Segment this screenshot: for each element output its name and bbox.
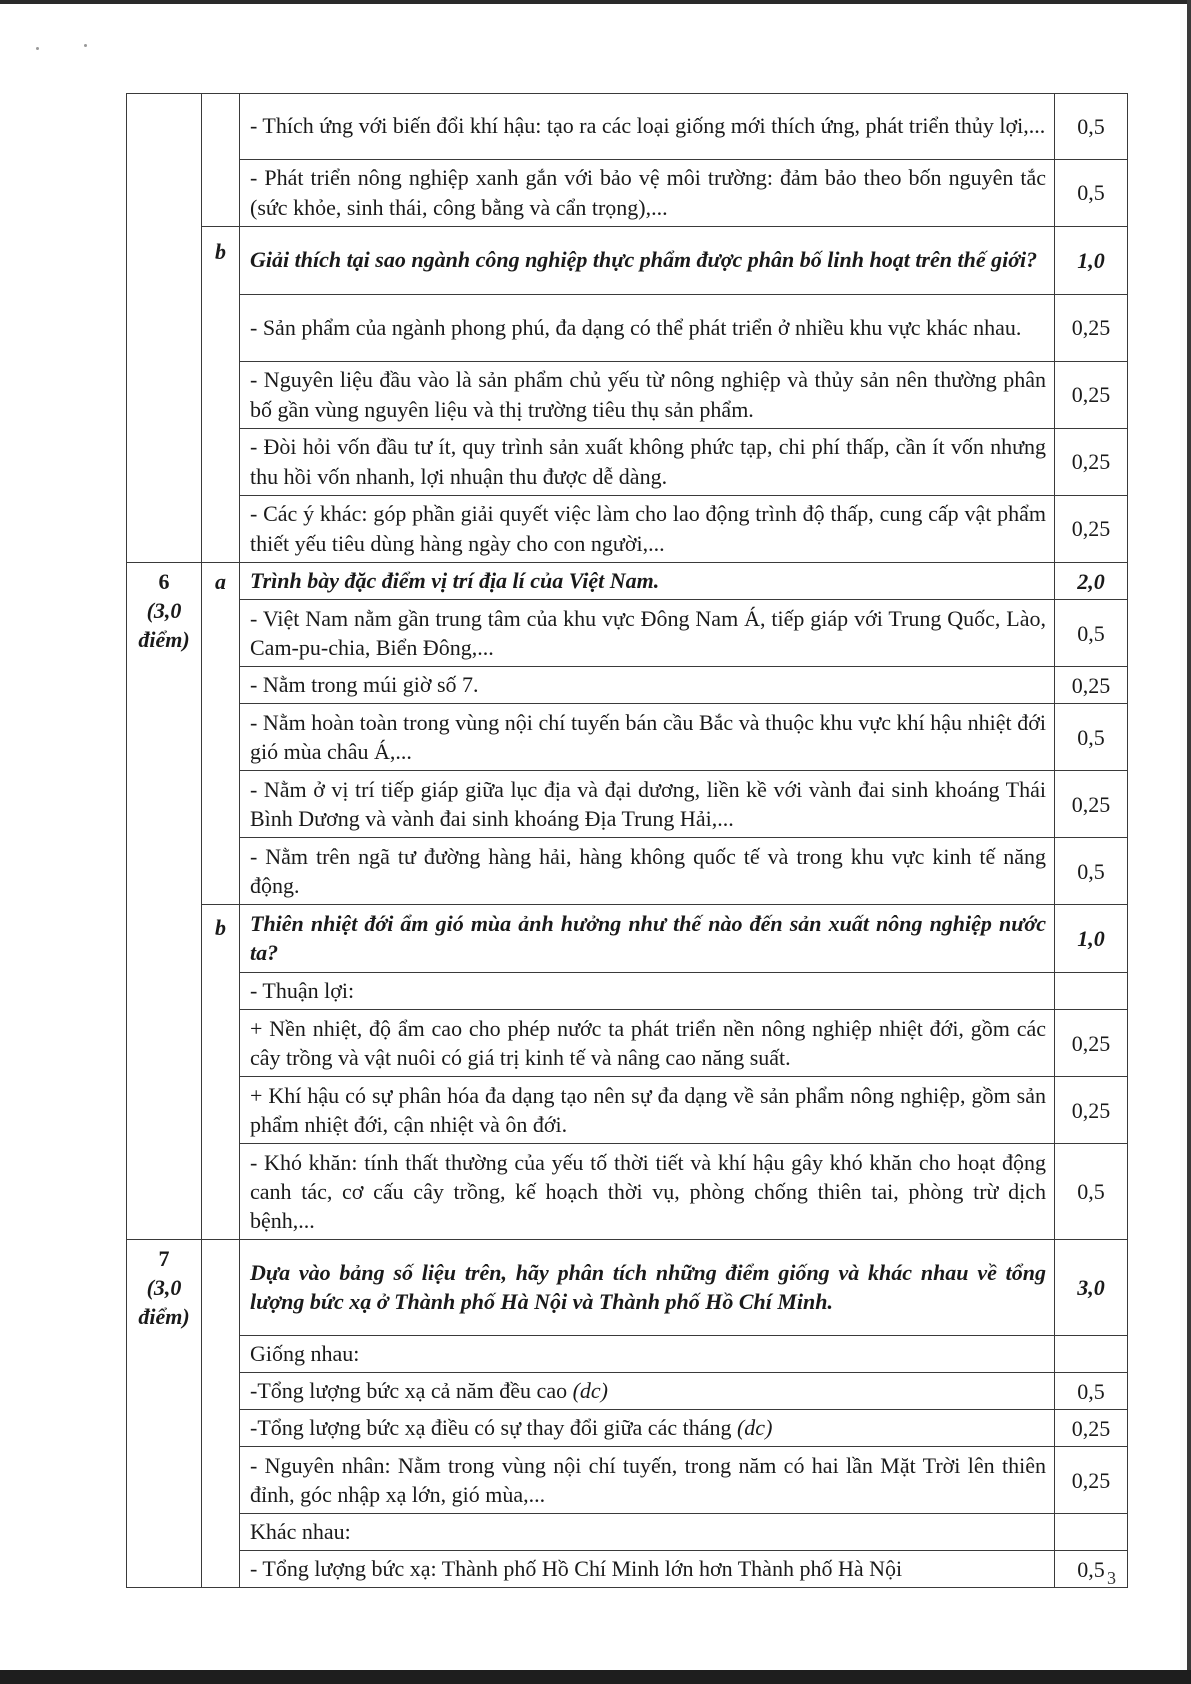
points-cell — [1055, 1336, 1128, 1373]
scan-bottom-edge — [0, 1670, 1191, 1684]
question-score-unit: điểm) — [138, 1304, 190, 1330]
points-cell: 0,5 — [1055, 1551, 1128, 1588]
subquestion-prompt: Trình bày đặc điểm vị trí địa lí của Việt Nam. — [240, 563, 1055, 600]
table-row — [127, 1447, 1128, 1514]
subquestion-label: b — [202, 905, 240, 1240]
points-cell: 1,0 — [1055, 227, 1128, 295]
table-row — [127, 838, 1128, 905]
answer-text: - Nằm ở vị trí tiếp giáp giữa lục địa và đại dương, liền kề với vành đai sinh khoáng Thái Bình Dương và vành đai sinh khoáng Địa Trung Hải,... — [240, 771, 1055, 838]
table-row — [127, 1336, 1128, 1373]
answer-text: Khác nhau: — [240, 1514, 1055, 1551]
table-row — [127, 905, 1128, 973]
answer-text: - Nguyên liệu đầu vào là sản phẩm chủ yếu từ nông nghiệp và thủy sản nên thường phân bố gần vùng nguyên liệu và thị trường tiêu thụ sản phẩm. — [240, 362, 1055, 429]
points-cell: 0,25 — [1055, 295, 1128, 362]
answer-text — [240, 1410, 1055, 1447]
answer-text: - Nằm trên ngã tư đường hàng hải, hàng không quốc tế và trong khu vực kinh tế năng động. — [240, 838, 1055, 905]
answer-text: - Sản phẩm của ngành phong phú, đa dạng có thể phát triển ở nhiều khu vực khác nhau. — [240, 295, 1055, 362]
table-row — [127, 973, 1128, 1010]
points-cell: 0,25 — [1055, 1447, 1128, 1514]
table-row — [127, 667, 1128, 704]
question-cell — [127, 94, 202, 563]
table-row — [127, 160, 1128, 227]
points-cell: 0,25 — [1055, 429, 1128, 496]
answer-text: - Việt Nam nằm gần trung tâm của khu vực Đông Nam Á, tiếp giáp với Trung Quốc, Lào, Cam-pu-chia, Biển Đông,... — [240, 600, 1055, 667]
answer-text-main: -Tổng lượng bức xạ điều có sự thay đổi giữa các tháng — [250, 1415, 737, 1441]
table-row — [127, 1240, 1128, 1336]
subquestion-label: b — [202, 227, 240, 563]
points-cell: 0,5 — [1055, 600, 1128, 667]
points-cell — [1055, 973, 1128, 1010]
points-cell: 0,25 — [1055, 667, 1128, 704]
answer-text: - Các ý khác: góp phần giải quyết việc làm cho lao động trình độ thấp, cung cấp vật phẩm thiết yếu tiêu dùng hàng ngày cho con người,... — [240, 496, 1055, 563]
points-cell: 0,25 — [1055, 771, 1128, 838]
points-cell: 1,0 — [1055, 905, 1128, 973]
subquestion-label: a — [202, 563, 240, 905]
points-cell: 3,0 — [1055, 1240, 1128, 1336]
answer-text — [240, 1373, 1055, 1410]
answer-text: - Tổng lượng bức xạ: Thành phố Hồ Chí Minh lớn hơn Thành phố Hà Nội — [240, 1551, 1055, 1588]
points-cell: 0,25 — [1055, 362, 1128, 429]
answer-text: - Nguyên nhân: Nằm trong vùng nội chí tuyến, trong năm có hai lần Mặt Trời lên thiên đỉnh, góc nhập xạ lớn, gió mùa,... — [240, 1447, 1055, 1514]
answer-text: - Thích ứng với biến đổi khí hậu: tạo ra các loại giống mới thích ứng, phát triển thủy lợi,... — [240, 94, 1055, 160]
question-prompt: Dựa vào bảng số liệu trên, hãy phân tích những điểm giống và khác nhau về tổng lượng bức xạ ở Thành phố Hà Nội và Thành phố Hồ Chí Minh. — [240, 1240, 1055, 1336]
answer-text: - Thuận lợi: — [240, 973, 1055, 1010]
table-row — [127, 362, 1128, 429]
points-cell: 0,5 — [1055, 704, 1128, 771]
question-score: (3,0 — [146, 598, 182, 624]
table-row — [127, 563, 1128, 600]
answer-text: - Nằm hoàn toàn trong vùng nội chí tuyến bán cầu Bắc và thuộc khu vực khí hậu nhiệt đới gió mùa châu Á,... — [240, 704, 1055, 771]
table-row — [127, 94, 1128, 160]
answer-text: + Khí hậu có sự phân hóa đa dạng tạo nên sự đa dạng về sản phẩm nông nghiệp, gồm sản phẩm nhiệt đới, cận nhiệt và ôn đới. — [240, 1077, 1055, 1144]
question-number-cell — [127, 563, 202, 1240]
table-row — [127, 771, 1128, 838]
answer-text: - Phát triển nông nghiệp xanh gắn với bảo vệ môi trường: đảm bảo theo bốn nguyên tắc (sức khỏe, sinh thái, công bằng và cẩn trọng),... — [240, 160, 1055, 227]
answer-text: - Đòi hỏi vốn đầu tư ít, quy trình sản xuất không phức tạp, chi phí thấp, cần ít vốn nhưng thu hồi vốn nhanh, lợi nhuận thu được dễ dàng. — [240, 429, 1055, 496]
question-number: 6 — [158, 569, 170, 594]
scan-speck — [36, 47, 39, 50]
answer-note: (dc) — [736, 1415, 773, 1441]
table-row — [127, 704, 1128, 771]
subquestion-prompt: Giải thích tại sao ngành công nghiệp thực phẩm được phân bố linh hoạt trên thế giới? — [240, 227, 1055, 295]
points-cell: 0,25 — [1055, 1410, 1128, 1447]
points-cell: 0,25 — [1055, 496, 1128, 563]
answer-text: + Nền nhiệt, độ ẩm cao cho phép nước ta phát triển nền nông nghiệp nhiệt đới, gồm các cây trồng và vật nuôi có giá trị kinh tế và nâng cao năng suất. — [240, 1010, 1055, 1077]
subquestion-cell — [202, 1240, 240, 1588]
points-cell: 0,5 — [1055, 160, 1128, 227]
points-cell: 2,0 — [1055, 563, 1128, 600]
table-row — [127, 429, 1128, 496]
table-row — [127, 1144, 1128, 1240]
answer-text: - Nằm trong múi giờ số 7. — [240, 667, 1055, 704]
points-cell: 0,5 — [1055, 94, 1128, 160]
table-row — [127, 1077, 1128, 1144]
points-cell: 0,5 — [1055, 838, 1128, 905]
points-cell: 0,5 — [1055, 1144, 1128, 1240]
question-number: 7 — [158, 1246, 170, 1272]
question-number-cell — [127, 1240, 202, 1588]
subquestion-prompt: Thiên nhiệt đới ẩm gió mùa ảnh hưởng như thế nào đến sản xuất nông nghiệp nước ta? — [240, 905, 1055, 973]
question-score: (3,0 — [146, 1275, 182, 1301]
subquestion-cell — [202, 94, 240, 227]
question-score-unit: điểm) — [138, 627, 190, 653]
scan-top-edge — [0, 0, 1191, 4]
points-cell: 0,25 — [1055, 1077, 1128, 1144]
scan-speck — [84, 44, 87, 47]
table-row — [127, 1551, 1128, 1588]
table-row — [127, 1010, 1128, 1077]
page-number: 3 — [1107, 1568, 1116, 1588]
answer-text-main: -Tổng lượng bức xạ cả năm đều cao — [250, 1378, 573, 1404]
table-row — [127, 600, 1128, 667]
table-row — [127, 1514, 1128, 1551]
table-row — [127, 227, 1128, 295]
answer-text: - Khó khăn: tính thất thường của yếu tố thời tiết và khí hậu gây khó khăn cho hoạt động canh tác, cơ cấu cây trồng, kế hoạch thời vụ, phòng chống thiên tai, phòng trừ dịch bệnh,... — [240, 1144, 1055, 1240]
answer-key-table — [126, 93, 1128, 1588]
table-row — [127, 1373, 1128, 1410]
answer-note: (dc) — [572, 1378, 609, 1404]
answer-text: Giống nhau: — [240, 1336, 1055, 1373]
table-row — [127, 295, 1128, 362]
points-cell: 0,25 — [1055, 1010, 1128, 1077]
scan-right-edge — [1187, 0, 1191, 1684]
points-cell: 0,5 — [1055, 1373, 1128, 1410]
points-cell — [1055, 1514, 1128, 1551]
table-row — [127, 1410, 1128, 1447]
table-row — [127, 496, 1128, 563]
